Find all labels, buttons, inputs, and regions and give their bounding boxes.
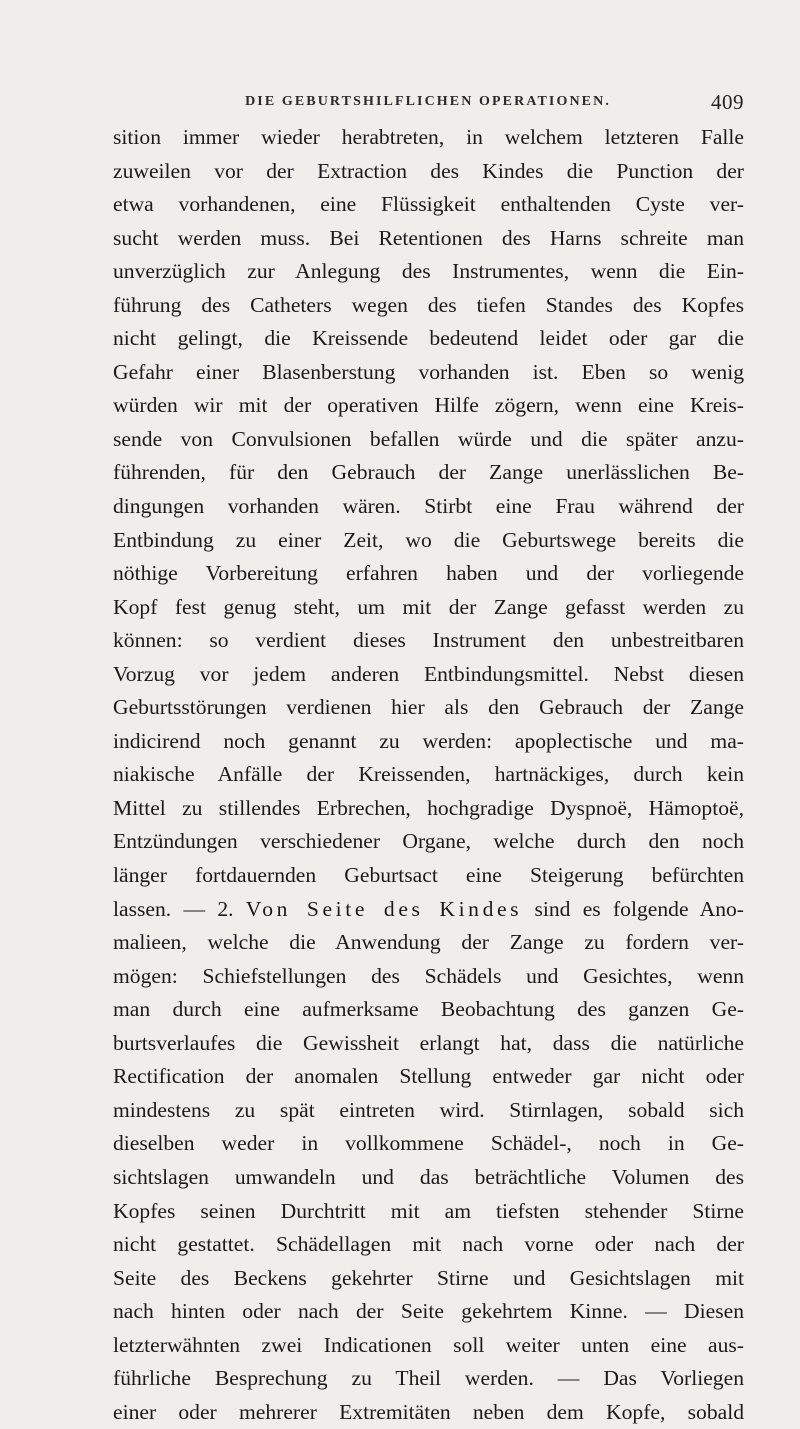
text-line: Entzündungen verschiedener Organe, welche durch den noch [113, 829, 744, 854]
running-head: DIE GEBURTSHILFLICHEN OPERATIONEN. [245, 94, 611, 109]
text-line: sichtslagen umwandeln und das beträchtliche Volumen des [113, 1164, 744, 1189]
text-line: man durch eine aufmerksame Beobachtung des ganzen Ge- [113, 997, 744, 1022]
text-line: nöthige Vorbereitung erfahren haben und der vorliegende [113, 561, 744, 586]
text-line: Seite des Beckens gekehrter Stirne und Gesichtslagen mit [113, 1265, 744, 1290]
text-line: unverzüglich zur Anlegung des Instrumentes, wenn die Ein- [113, 259, 744, 284]
text-line: zuweilen vor der Extraction des Kindes die Punction der [113, 158, 744, 183]
text-line: führung des Catheters wegen des tiefen Standes des Kopfes [113, 292, 744, 317]
text-line: Geburtsstörungen verdienen hier als den Gebrauch der Zange [113, 695, 744, 720]
text-line: Kopf fest genug steht, um mit der Zange gefasst werden zu [113, 594, 744, 619]
text-line: sende von Convulsionen befallen würde und die später anzu- [113, 426, 744, 451]
text-line: würden wir mit der operativen Hilfe zögern, wenn eine Kreis- [113, 393, 744, 418]
text-line: nicht gelingt, die Kreissende bedeutend leidet oder gar die [113, 326, 744, 351]
text-line: burtsverlaufes die Gewissheit erlangt hat, dass die natürliche [113, 1030, 744, 1055]
text-line: nach hinten oder nach der Seite gekehrtem Kinne. — Diesen [113, 1299, 744, 1324]
text-line: einer oder mehrerer Extremitäten neben dem Kopfe, sobald [113, 1399, 744, 1424]
text-line [113, 893, 744, 927]
text-line: Mittel zu stillendes Erbrechen, hochgradige Dyspnoë, Hämoptoë, [113, 795, 744, 820]
text-line: etwa vorhandenen, eine Flüssigkeit enthaltenden Cyste ver- [113, 192, 744, 217]
text-line: malieen, welche die Anwendung der Zange zu fordern ver- [113, 930, 744, 955]
text-segment: sind es folgende Ano- [522, 896, 744, 921]
text-line: mindestens zu spät eintreten wird. Stirnlagen, sobald sich [113, 1097, 744, 1122]
page-number: 409 [711, 90, 744, 114]
text-line: nicht gestattet. Schädellagen mit nach vorne oder nach der [113, 1232, 744, 1257]
text-line: sition immer wieder herabtreten, in welchem letzteren Falle [113, 125, 744, 149]
text-line: letzterwähnten zwei Indicationen soll weiter unten eine aus- [113, 1332, 744, 1357]
text-line: indicirend noch genannt zu werden: apoplectische und ma- [113, 728, 744, 753]
text-line: Gefahr einer Blasenberstung vorhanden ist. Eben so wenig [113, 359, 744, 384]
text-line: führenden, für den Gebrauch der Zange unerlässlichen Be- [113, 460, 744, 485]
page-header [112, 92, 744, 120]
text-line: Rectification der anomalen Stellung entweder gar nicht oder [113, 1064, 744, 1089]
text-line: niakische Anfälle der Kreissenden, hartnäckiges, durch kein [113, 762, 744, 787]
spaced-emphasis: Von Seite des Kindes [245, 896, 523, 921]
body-text [113, 121, 744, 1429]
text-line: Vorzug vor jedem anderen Entbindungsmittel. Nebst diesen [113, 661, 744, 686]
text-line: dingungen vorhanden wären. Stirbt eine Frau während der [113, 494, 744, 519]
text-line: Kopfes seinen Durchtritt mit am tiefsten stehender Stirne [113, 1198, 744, 1223]
text-line: sucht werden muss. Bei Retentionen des Harns schreite man [113, 225, 744, 250]
text-line: länger fortdauernden Geburtsact eine Steigerung befürchten [113, 863, 744, 888]
text-line: mögen: Schiefstellungen des Schädels und Gesichtes, wenn [113, 963, 744, 988]
text-line: führliche Besprechung zu Theil werden. — Das Vorliegen [113, 1366, 744, 1391]
text-line: dieselben weder in vollkommene Schädel-, noch in Ge- [113, 1131, 744, 1156]
text-line: Entbindung zu einer Zeit, wo die Geburtswege bereits die [113, 527, 744, 552]
text-line: können: so verdient dieses Instrument den unbestreitbaren [113, 628, 744, 653]
text-segment: lassen. — 2. [113, 896, 246, 921]
